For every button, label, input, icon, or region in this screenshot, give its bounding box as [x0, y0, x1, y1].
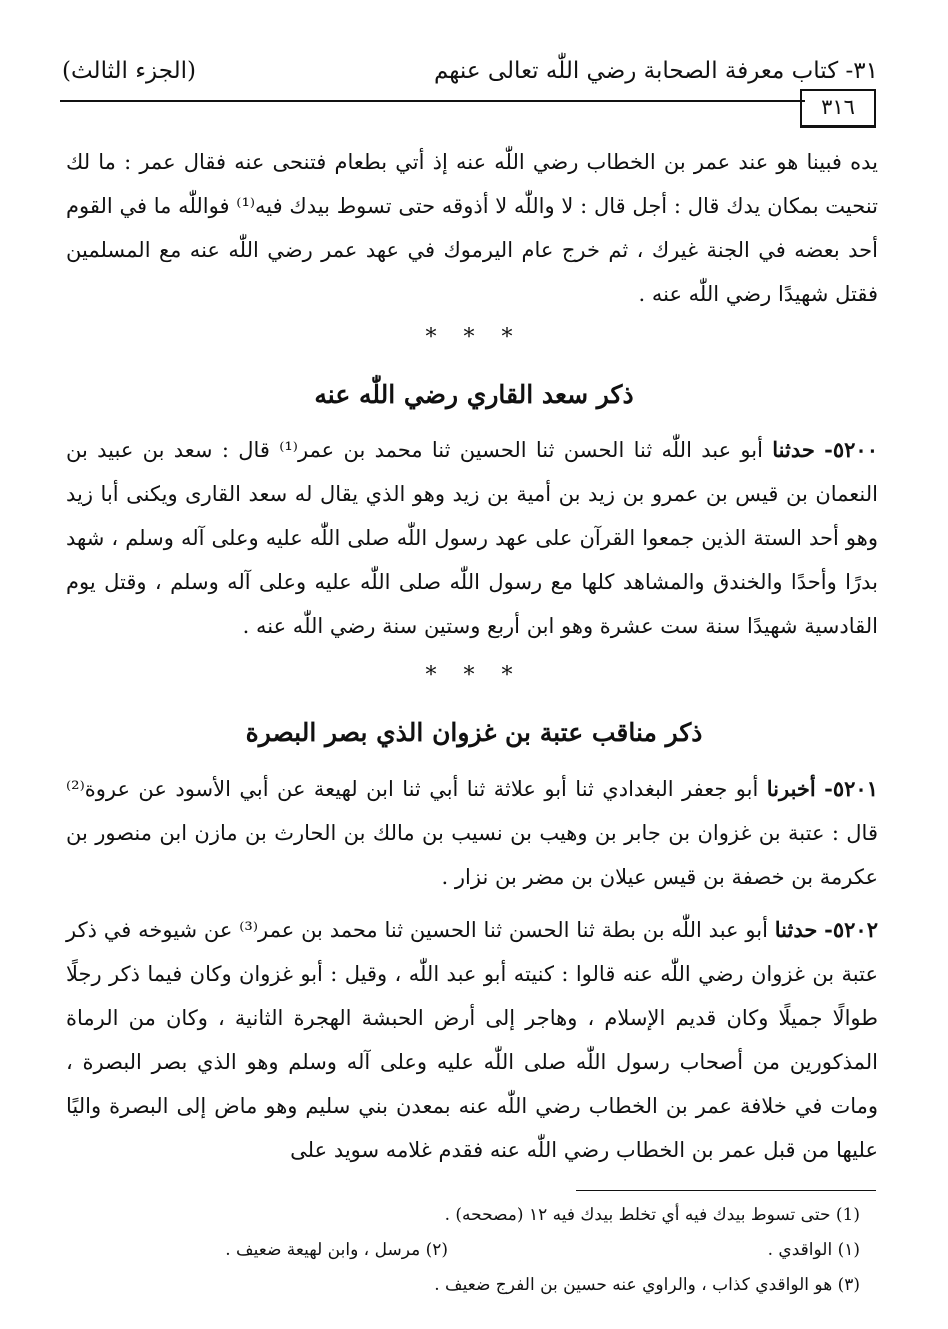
hadith-number: ٥٢٠٢- — [824, 917, 878, 942]
section-heading-utbah: ذكر مناقب عتبة بن غزوان الذي بصر البصرة — [245, 718, 703, 747]
footnote-2b: (٢) مرسل ، وابن لهيعة ضعيف . — [225, 1240, 448, 1260]
hadith-5201 — [66, 767, 878, 899]
hadith-lead: حدثنا — [772, 437, 815, 462]
footnote-2a: (١) الواقدي . — [767, 1240, 860, 1260]
intro-paragraph: يده فبينا هو عند عمر بن الخطاب رضي اللّٰه عنه إذ أتي بطعام فتنحى عنه فقال عمر : ما لك تنحيت بمكان يدك قال : أجل قال : لا واللّٰه لا أذوقه حتى تسوط بيدك فيه⁽¹⁾ فواللّٰه ما في القوم أحد بعضه في الجنة غيرك ، ثم خرج عام اليرموك في عهد عمر رضي اللّٰه عنه مع المسلمين فقتل شهيدًا رضي اللّٰه عنه . — [66, 150, 878, 306]
hadith-number: ٥٢٠٠- — [824, 437, 878, 462]
section-heading-saad: ذكر سعد القاري رضي اللّٰه عنه — [314, 380, 634, 409]
hadith-lead: حدثنا — [774, 917, 818, 942]
section-separator: * * * — [425, 663, 523, 688]
hadith-text: أبو عبد اللّٰه ثنا الحسن ثنا الحسين ثنا محمد بن عمر⁽¹⁾ قال : سعد بن عبيد بن النعمان بن قيس بن عمرو بن زيد بن أمية بن زيد وهو الذي يقال له سعد القارى ويكنى أبا زيد وهو أحد الستة الذين جمعوا القرآن على عهد رسول اللّٰه صلى اللّٰه عليه وعلى آله وسلم ، شهد بدرًا وأحدًا والخندق والمشاهد كلها مع رسول اللّٰه صلى اللّٰه عليه وعلى آله وسلم ، وقتل يوم القادسية شهيدًا سنة ست عشرة وهو ابن أربع وستين سنة رضي اللّٰه عنه . — [66, 438, 878, 638]
hadith-5202 — [66, 908, 878, 1172]
footnote-1: (1) حتى تسوط بيدك فيه أي تخلط بيدك فيه ١٢ (مصححه) . — [444, 1205, 860, 1225]
chapter-title: ٣١- كتاب معرفة الصحابة رضي اللّٰه تعالى عنهم — [434, 58, 878, 84]
hadith-text: أبو جعفر البغدادي ثنا أبو علاثة ثنا أبي ثنا ابن لهيعة عن أبي الأسود عن عروة⁽²⁾ قال : عتبة بن غزوان بن جابر بن وهيب بن نسيب بن مالك بن الحارث بن مازن ابن منصور بن عكرمة بن خصفة بن قيس عيلان بن مضر بن نزار . — [66, 777, 878, 889]
header-rule — [60, 100, 805, 102]
volume-label: (الجزء الثالث) — [62, 58, 196, 84]
page-number: ٣١٦ — [800, 89, 876, 128]
running-header — [62, 58, 878, 98]
hadith-5200 — [66, 428, 878, 648]
footnote-3: (٣) هو الواقدي كذاب ، والراوي عنه حسين بن الفرج ضعيف . — [434, 1275, 860, 1295]
hadith-lead: أخبرنا — [766, 776, 816, 801]
footnote-rule — [576, 1190, 876, 1191]
section-separator: * * * — [425, 325, 523, 350]
hadith-text: أبو عبد اللّٰه بن بطة ثنا الحسن ثنا الحسين ثنا محمد بن عمر⁽³⁾ عن شيوخه في ذكر عتبة بن غزوان رضي اللّٰه عنه قالوا : كنيته أبو عبد اللّٰه ، وقيل : أبو غزوان وكان فيما ذكر رجلًا طوالًا جميلًا وكان قديم الإسلام ، وهاجر إلى أرض الحبشة الهجرة الثانية ، وكان من الرماة المذكورين من أصحاب رسول اللّٰه صلى اللّٰه عليه وعلى آله وسلم وهو الذي بصر البصرة ، ومات في خلافة عمر بن الخطاب رضي اللّٰه عنه بمعدن بني سليم وهو ماض إلى البصرة واليًا عليها من قبل عمر بن الخطاب رضي اللّٰه عنه فقدم غلامه سويد على — [66, 918, 878, 1162]
hadith-number: ٥٢٠١- — [824, 776, 878, 801]
